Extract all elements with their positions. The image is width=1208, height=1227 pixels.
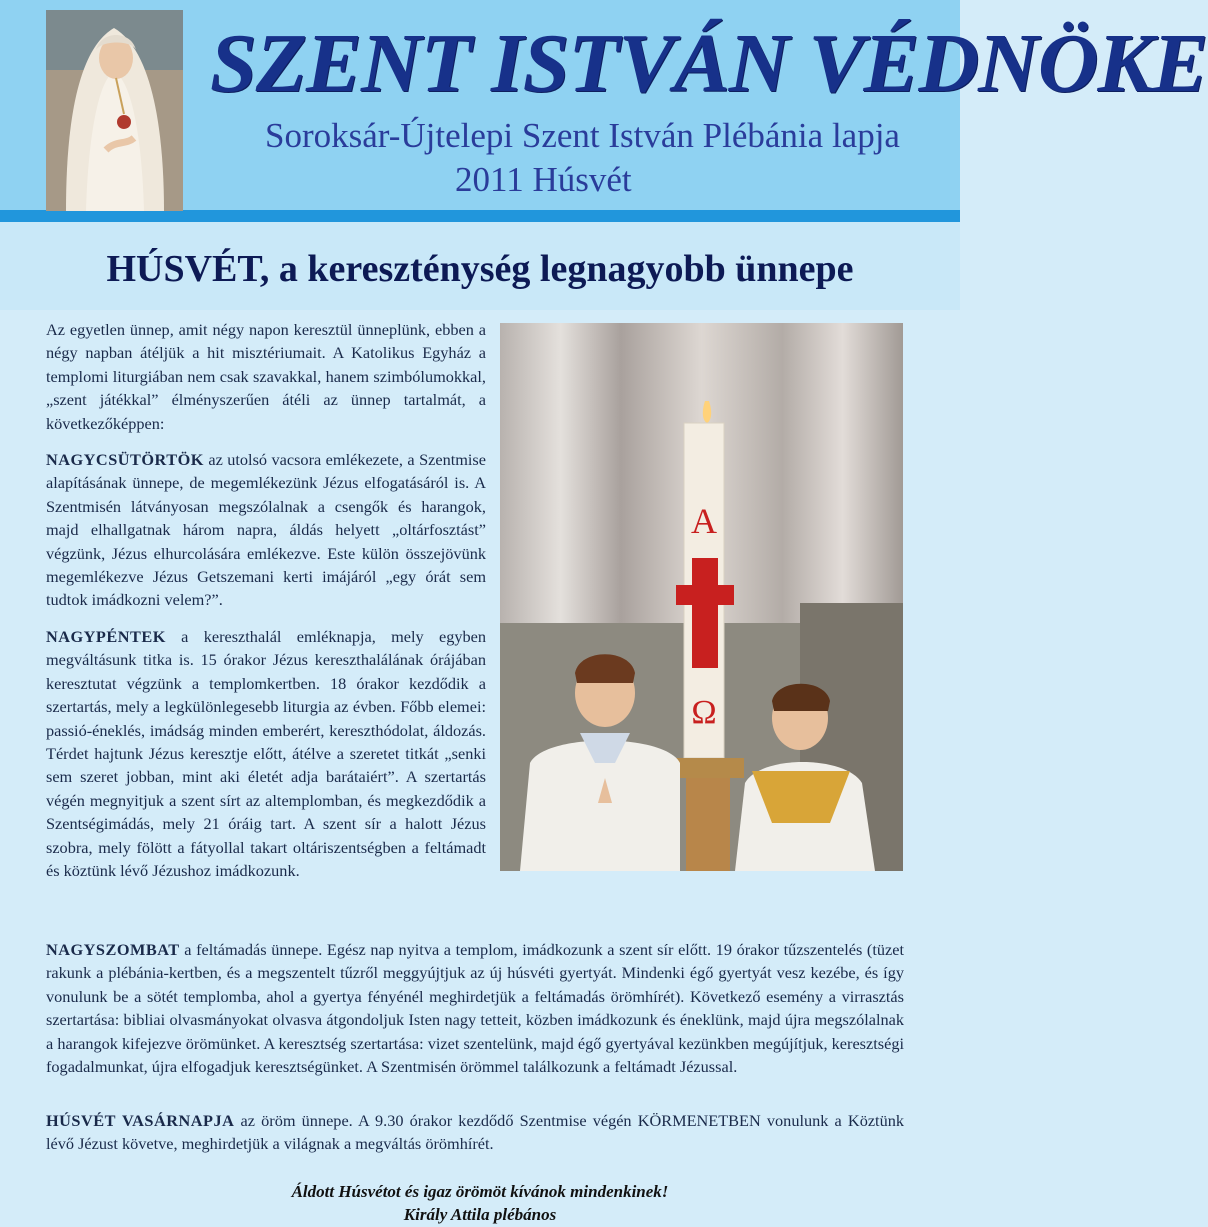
masthead-divider (0, 210, 960, 222)
left-column (46, 318, 486, 882)
edition-label: 2011 Húsvét (455, 160, 632, 199)
sunday-keyword: HÚSVÉT VASÁRNAPJA (46, 1111, 235, 1130)
page-headline: HÚSVÉT, a kereszténység legnagyobb ünnepe (106, 248, 854, 290)
masthead-subtitle: Soroksár-Újtelepi Szent István Plébánia lapja (265, 116, 900, 155)
sunday-text: az öröm ünnepe. A 9.30 órakor kezdődő Szentmise végén KÖRMENETBEN vonulunk a Köztünk lévő Jézust követve, meghirdetjük a világnak a megváltás örömhírét. (46, 1111, 905, 1154)
alpha-symbol: A (691, 501, 717, 541)
saturday-text: a feltámadás ünnepe. Egész nap nyitva a templom, imádkozunk a szent sír előtt. 19 órakor tűzszentelés (tüzet rakunk a plébánia-kertben, és a megszentelt tűzről meggyújtjuk az új húsvéti gyertyát. Mindenki égő gyertyát vesz kezébe, és így vonulunk be a sötét templomba, ahol a gyertya fényénél meghirdetjük a feltámadás örömhírét). Következő esemény a virrasztás szertartása: bibliai olvasmányokat olvasva átgondoljuk Isten nagy tetteit, közben imádkozunk és éneklünk, majd újra megszólalnak a harangok kifejezve örömünket. A keresztség szertartása: vizet szentelünk, majd égő gyertyával kezünkben megújítjuk, keresztségi fogadalmunkat, újra elfogadjuk keresztségünket. A Szentmisén örömmel találkozunk a feltámadt Jézussal. (46, 940, 904, 1077)
friday-text: a kereszthalál emléknapja, mely egyben megváltásunk titka is. 15 órakor Jézus kereszthalálának órájában keresztutat végzünk a templomkertben. 18 órakor kezdődik a szertartás, mely a legkülönlegesebb liturgia az évben. Főbb elemei: passió-éneklés, imádság minden emberért, kereszthódolat, áldozás. Térdet hajtunk Jézus keresztje előtt, átélve a szeretet titkát „senki sem szeret jobban, mint aki életét adja barátaiért”. A szertartás végén megnyitjuk a szent sírt az altemplomban, és megkezdődik a Szentségimádás, mely 21 óráig tart. A szent sír a halott Jézus szobra, mely fölött a fátyollal takart oltáriszentségben a feltámadt és köztünk lévő Jézushoz imádkozunk. (46, 626, 486, 880)
saturday-keyword: NAGYSZOMBAT (46, 940, 180, 959)
closing-wish: Áldott Húsvétot és igaz örömöt kívánok mindenkinek! (291, 1182, 669, 1201)
friday-paragraph (46, 625, 486, 882)
saturday-paragraph (46, 938, 904, 1078)
friday-keyword: NAGYPÉNTEK (46, 626, 166, 646)
virgin-mary-portrait (46, 10, 183, 211)
intro-paragraph: Az egyetlen ünnep, amit négy napon keresztül ünneplünk, ebben a négy napban átéljük a hit misztériumait. A Katolikus Egyház a templomi liturgiában nem csak szavakkal, hanem szimbólumokkal, „szent játékkal” élményszerűen átéli az ünnep tartalmát, a következőképpen: (46, 320, 486, 433)
omega-symbol: Ω (691, 694, 717, 731)
masthead-title: SZENT ISTVÁN VÉDNÖKE (210, 17, 1208, 110)
closing-block (0, 1180, 960, 1226)
closing-signature: Király Attila plébános (403, 1205, 557, 1224)
thursday-paragraph (46, 448, 486, 612)
thursday-keyword: NAGYCSÜTÖRTÖK (46, 450, 204, 470)
sunday-paragraph (46, 1109, 904, 1156)
easter-candle-photo (500, 323, 903, 871)
thursday-text: az utolsó vacsora emlékezete, a Szentmise alapításának ünnepe, de megemlékezünk Jézus elfogatásáról is. A Szentmisén látványosan megszólalnak a csengők és harangok, majd elhallgatnak három napra, áldás helyett „oltárfosztást” végzünk, Jézus elhurcolására emlékezve. Este külön összejövünk megemlékezve Jézus Getszemani kerti imájáról „egy órát sem tudtok imádkozni velem?”. (46, 450, 486, 610)
